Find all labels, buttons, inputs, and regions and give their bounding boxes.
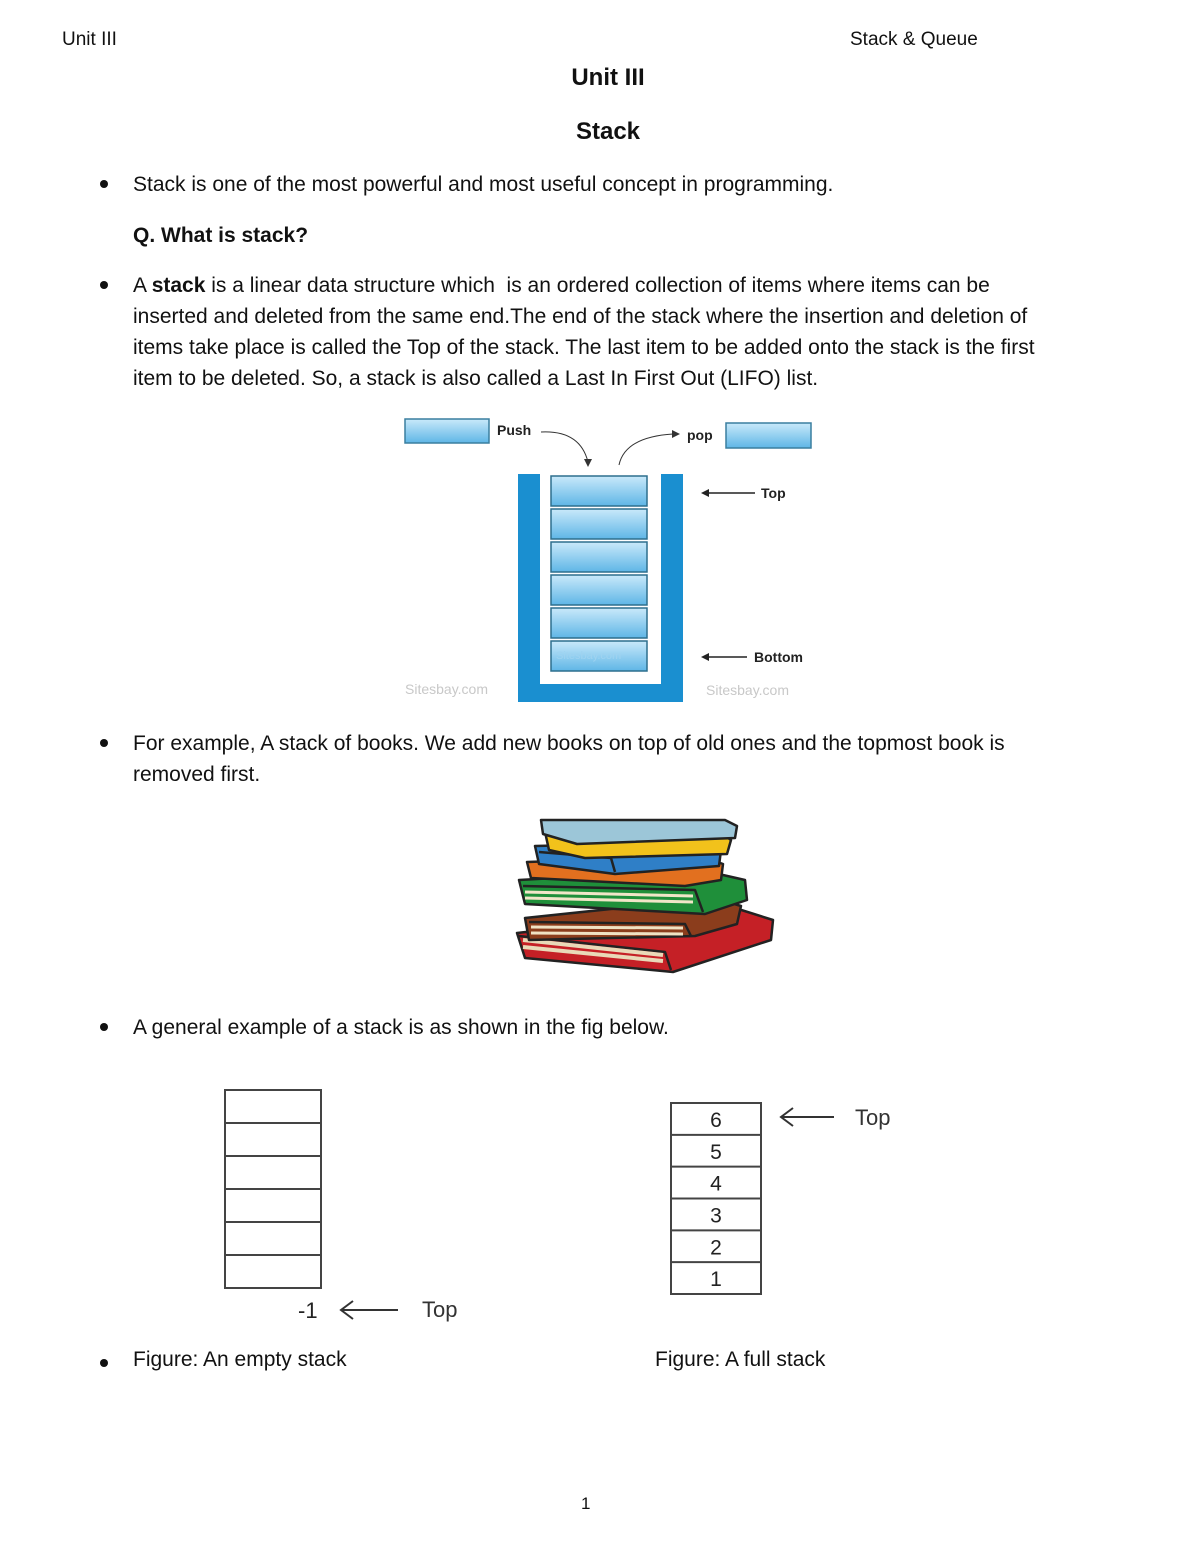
- pop-label: pop: [687, 427, 713, 443]
- full-stack-top-label: Top: [855, 1105, 891, 1130]
- empty-stack-top-label: Top: [422, 1297, 458, 1322]
- stack-cells: [551, 476, 647, 671]
- stack-cell: [551, 476, 647, 506]
- empty-stack-index: -1: [298, 1298, 318, 1323]
- top-arrowhead: [701, 489, 709, 497]
- caption-empty-stack: Figure: An empty stack: [133, 1348, 347, 1371]
- general-example-text: A general example of a stack is as shown in the fig below.: [133, 1016, 669, 1039]
- section-title: Stack: [575, 118, 641, 145]
- definition-line-4: item to be deleted. So, a stack is also called a Last In First Out (LIFO) list.: [133, 367, 819, 390]
- bullet: [100, 1023, 108, 1031]
- full-stack-cell-value: 3: [710, 1204, 722, 1228]
- push-pop-stack-diagram: [395, 412, 825, 707]
- push-arrow: [541, 432, 588, 462]
- definition-line1-rest: is a linear data structure which is an ordered collection of items where items can be: [205, 274, 990, 297]
- book-stack-illustration: [505, 810, 785, 990]
- bullet: [100, 281, 108, 289]
- push-arrowhead: [584, 459, 592, 467]
- intro-text: Stack is one of the most powerful and most useful concept in programming.: [133, 173, 834, 196]
- definition-term: stack: [151, 274, 206, 297]
- bullet: [100, 1359, 108, 1367]
- definition-line-1: [133, 270, 1153, 301]
- bullet: [100, 180, 108, 188]
- full-stack-cell-value: 5: [710, 1140, 722, 1164]
- bottom-arrowhead: [701, 653, 709, 661]
- stack-wall-left: [518, 474, 540, 702]
- empty-stack-figure: [215, 1082, 495, 1332]
- push-item-box: [405, 419, 489, 443]
- pop-arrowhead: [672, 430, 680, 438]
- full-stack-cell-value: 4: [710, 1172, 722, 1196]
- example-line-1: For example, A stack of books. We add new books on top of old ones and the topmost book is: [133, 732, 1005, 755]
- header-right: Stack & Queue: [850, 29, 978, 50]
- stack-wall-right: [661, 474, 683, 702]
- top-label: Top: [761, 485, 786, 501]
- header-left: Unit III: [62, 29, 117, 50]
- watermark-right: Sitesbay.com: [706, 682, 789, 698]
- watermark-inner: Sitesbay.com: [556, 650, 622, 662]
- question-heading: Q. What is stack?: [133, 224, 309, 247]
- full-stack-cell-value: 6: [710, 1108, 722, 1132]
- example-line-2: removed first.: [133, 763, 261, 786]
- caption-full-stack: Figure: A full stack: [655, 1348, 826, 1371]
- definition-prefix: A: [133, 274, 152, 297]
- bullet: [100, 739, 108, 747]
- full-stack-cell-value: 1: [710, 1268, 722, 1292]
- bottom-label: Bottom: [754, 649, 803, 665]
- definition-line-3: items take place is called the Top of the stack. The last item to be added onto the stack is the first: [133, 336, 1035, 359]
- example-paragraph: [133, 728, 1153, 790]
- full-stack-cell-value: 2: [710, 1236, 722, 1260]
- stack-base: [518, 684, 683, 702]
- stack-cell: [551, 542, 647, 572]
- stack-cell: [551, 575, 647, 605]
- stack-cell: [551, 509, 647, 539]
- definition-line-2: inserted and deleted from the same end.The end of the stack where the insertion and deletion of: [133, 305, 1028, 328]
- pop-item-box: [726, 423, 811, 448]
- watermark-left: Sitesbay.com: [405, 681, 488, 697]
- stack-cell: [551, 608, 647, 638]
- page-title: Unit III: [571, 64, 645, 91]
- full-stack-figure: [660, 1095, 920, 1305]
- definition-paragraph: [133, 270, 1153, 394]
- page-number: 1: [581, 1494, 591, 1513]
- pop-arrow: [619, 434, 673, 465]
- push-label: Push: [497, 422, 532, 438]
